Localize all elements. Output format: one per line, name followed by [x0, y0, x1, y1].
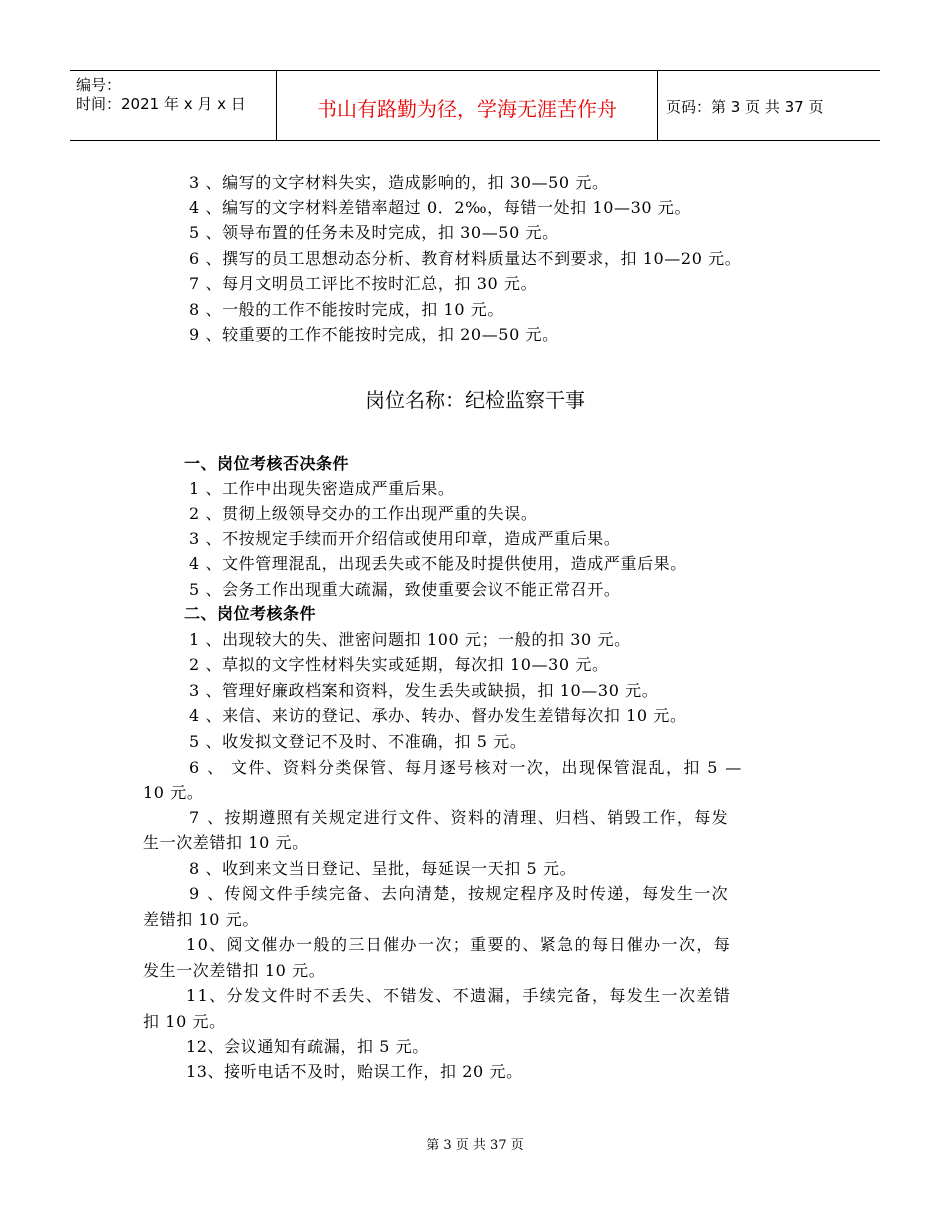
section-heading-veto: 一、岗位考核否决条件 — [184, 454, 350, 473]
header-number-label: 编号： — [76, 76, 122, 94]
list-item-continuation: 扣 10 元。 — [143, 1012, 226, 1031]
list-item-continuation: 生一次差错扣 10 元。 — [143, 833, 309, 852]
list-item: 3 、管理好廉政档案和资料，发生丢失或缺损，扣 10—30 元。 — [189, 681, 659, 700]
header-motto-cell — [277, 71, 658, 140]
header-time-label: 时间：2021 年 x 月 x 日 — [76, 95, 246, 113]
page-footer: 第 3 页 共 37 页 — [426, 1138, 524, 1153]
header-motto: 书山有路勤为径，学海无涯苦作舟 — [317, 97, 617, 121]
position-title: 岗位名称：纪检监察干事 — [365, 388, 585, 412]
list-item: 3 、编写的文字材料失实，造成影响的，扣 30—50 元。 — [189, 173, 609, 192]
header-page-cell — [658, 71, 880, 140]
list-item: 9 、传阅文件手续完备、去向清楚，按规定程序及时传递，每发生一次 — [189, 884, 730, 903]
list-item: 3 、不按规定手续而开介绍信或使用印章，造成严重后果。 — [189, 529, 621, 548]
list-item: 9 、较重要的工作不能按时完成，扣 20—50 元。 — [189, 325, 559, 344]
list-item: 4 、编写的文字材料差错率超过 0．2‰，每错一处扣 10—30 元。 — [189, 198, 692, 217]
list-item: 4 、文件管理混乱，出现丢失或不能及时提供使用，造成严重后果。 — [189, 554, 687, 573]
list-item-continuation: 10 元。 — [143, 783, 204, 802]
list-item: 6 、撰写的员工思想动态分析、教育材料质量达不到要求，扣 10—20 元。 — [189, 249, 742, 268]
list-item: 7 、每月文明员工评比不按时汇总，扣 30 元。 — [189, 274, 538, 293]
list-item: 6 、 文件、资料分类保管、每月逐号核对一次，出现保管混乱，扣 5 — — [189, 758, 743, 777]
list-item: 8 、收到来文当日登记、呈批，每延误一天扣 5 元。 — [189, 859, 577, 878]
list-item: 8 、一般的工作不能按时完成，扣 10 元。 — [189, 300, 504, 319]
list-item: 1 、工作中出现失密造成严重后果。 — [189, 479, 455, 498]
list-item: 2 、草拟的文字性材料失实或延期，每次扣 10—30 元。 — [189, 655, 609, 674]
list-item-continuation: 发生一次差错扣 10 元。 — [143, 961, 326, 980]
list-item: 5 、收发拟文登记不及时、不准确，扣 5 元。 — [189, 732, 527, 751]
list-item: 13、接听电话不及时，贻误工作，扣 20 元。 — [186, 1062, 523, 1081]
list-item-continuation: 差错扣 10 元。 — [143, 910, 259, 929]
header-page-label: 页码：第 3 页 共 37 页 — [666, 98, 824, 116]
page-header — [70, 70, 880, 141]
list-item: 4 、来信、来访的登记、承办、转办、督办发生差错每次扣 10 元。 — [189, 706, 687, 725]
list-item: 12、会议通知有疏漏，扣 5 元。 — [186, 1037, 429, 1056]
list-item: 7 、按期遵照有关规定进行文件、资料的清理、归档、销毁工作，每发 — [189, 808, 730, 827]
section-heading-conditions: 二、岗位考核条件 — [184, 604, 317, 623]
header-info-cell — [70, 71, 277, 140]
list-item: 1 、出现较大的失、泄密问题扣 100 元；一般的扣 30 元。 — [189, 630, 631, 649]
list-item: 10、阅文催办一般的三日催办一次；重要的、紧急的每日催办一次，每 — [186, 935, 732, 954]
list-item: 11、分发文件时不丢失、不错发、不遗漏，手续完备，每发生一次差错 — [186, 986, 732, 1005]
list-item: 5 、领导布置的任务未及时完成，扣 30—50 元。 — [189, 223, 559, 242]
list-item: 2 、贯彻上级领导交办的工作出现严重的失误。 — [189, 504, 538, 523]
list-item: 5 、会务工作出现重大疏漏，致使重要会议不能正常召开。 — [189, 580, 621, 599]
